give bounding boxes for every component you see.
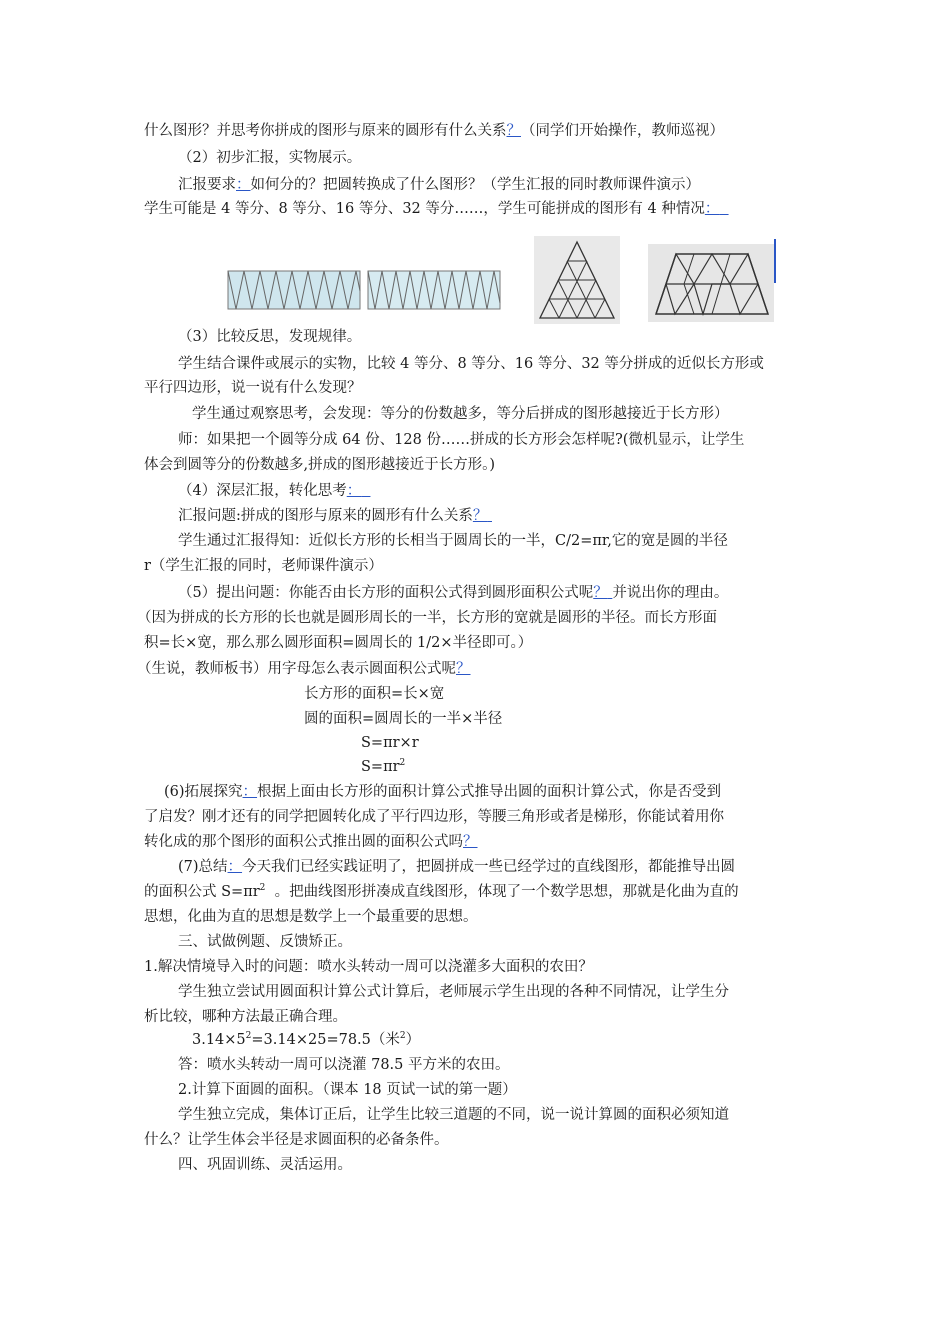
formula-line: $3.14\times 5^2=3.14\times 25=78.5$（米$^2$） [192, 1031, 421, 1048]
text-line: 转化成的那个图形的面积公式推出圆的面积公式吗？ [144, 834, 478, 850]
text-line: （生说，教师板书）用字母怎么表示圆面积公式呢？ [137, 661, 471, 677]
text-line: 平行四边形，说一说有什么发现？ [144, 380, 362, 396]
text-line: 2.计算下面圆的面积。（课本 18 页试一试的第一题） [178, 1082, 517, 1098]
parallelogram-figure-16 [366, 267, 502, 313]
text-line: 学生可能是 4 等分、8 等分、16 等分、32 等分……，学生可能拼成的图形有 4 种情况： [144, 201, 720, 217]
formula-line: S=πr×r [361, 735, 419, 751]
cursor-line [774, 239, 776, 283]
text-line: 思想，化曲为直的思想是数学上一个最重要的思想。 [144, 909, 478, 925]
text-line: （2）初步汇报，实物展示。 [178, 150, 362, 166]
text-line: 什么？让学生体会半径是求圆面积的必备条件。 [144, 1132, 449, 1148]
text-line: 汇报要求：如何分的？把圆转换成了什么图形？（学生汇报的同时教师课件演示） [178, 177, 700, 193]
text-line: 体会到圆等分的份数越多,拼成的图形越接近于长方形。) [144, 457, 496, 473]
text-line: 学生独立完成，集体订正后，让学生比较三道题的不同，说一说计算圆的面积必须知道 [178, 1107, 729, 1123]
section-heading: 三、试做例题、反馈矫正。 [178, 934, 352, 950]
text-line: 汇报问题:拼成的图形与原来的圆形有什么关系？ [178, 508, 488, 524]
text-line: 答：喷水头转动一周可以浇灌 78.5 平方米的农田。 [178, 1057, 510, 1073]
text-line: 师：如果把一个圆等分成 64 份、128 份……拼成的长方形会怎样呢?(微机显示，让学生 [178, 432, 745, 448]
text-line: 学生结合课件或展示的实物，比较 4 等分、8 等分、16 等分、32 等分拼成的近似长方形或 [178, 356, 764, 372]
trapezoid-figure [648, 244, 774, 322]
formula-line: 长方形的面积=长×宽 [304, 686, 445, 702]
text-line: (6)拓展探究：根据上面由长方形的面积计算公式推导出圆的面积计算公式，你是否受到 [164, 784, 722, 800]
parallelogram-figure-8 [226, 267, 362, 313]
section-heading: 四、巩固训练、灵活运用。 [178, 1157, 352, 1173]
text-line: 1.解决情境导入时的问题：喷水头转动一周可以浇灌多大面积的农田？ [144, 959, 593, 975]
triangle-figure [534, 236, 620, 324]
text-line: r（学生汇报的同时，老师课件演示） [144, 558, 383, 574]
text-line: 积=长×宽，那么那么圆形面积=圆周长的 1/2×半径即可。） [144, 635, 533, 651]
text-line: 学生独立尝试用圆面积计算公式计算后，老师展示学生出现的各种不同情况，让学生分 [178, 984, 729, 1000]
text-line: 学生通过观察思考，会发现：等分的份数越多，等分后拼成的图形越接近于长方形） [192, 406, 729, 422]
formula-line: $S=\pi r^2$ [361, 758, 406, 775]
text-line: （3）比较反思，发现规律。 [178, 329, 362, 345]
text-line: （4）深层汇报，转化思考： [178, 483, 362, 499]
text-line: 析比较，哪种方法最正确合理。 [144, 1009, 347, 1025]
text-line: 的面积公式 $S=\pi r^2$ 。把曲线图形拼凑成直线图形，体现了一个数学思想，那就是化曲为直的 [144, 883, 739, 900]
text-line: 学生通过汇报得知：近似长方形的长相当于圆周长的一半，C/2=πr,它的宽是圆的半径 [178, 533, 728, 549]
formula-line: 圆的面积=圆周长的一半×半径 [304, 711, 503, 727]
text-line: 了启发？刚才还有的同学把圆转化成了平行四边形，等腰三角形或者是梯形，你能试着用你 [144, 809, 724, 825]
text-line: （5）提出问题：你能否由长方形的面积公式得到圆形面积公式呢？ 并说出你的理由。 [178, 585, 729, 601]
text-line: (7)总结：今天我们已经实践证明了，把圆拼成一些已经学过的直线图形，都能推导出圆 [178, 859, 736, 875]
text-line: 什么图形？并思考你拼成的图形与原来的圆形有什么关系？（同学们开始操作，教师巡视） [144, 123, 724, 139]
text-line: （因为拼成的长方形的长也就是圆形周长的一半，长方形的宽就是圆形的半径。而长方形面 [137, 610, 717, 626]
